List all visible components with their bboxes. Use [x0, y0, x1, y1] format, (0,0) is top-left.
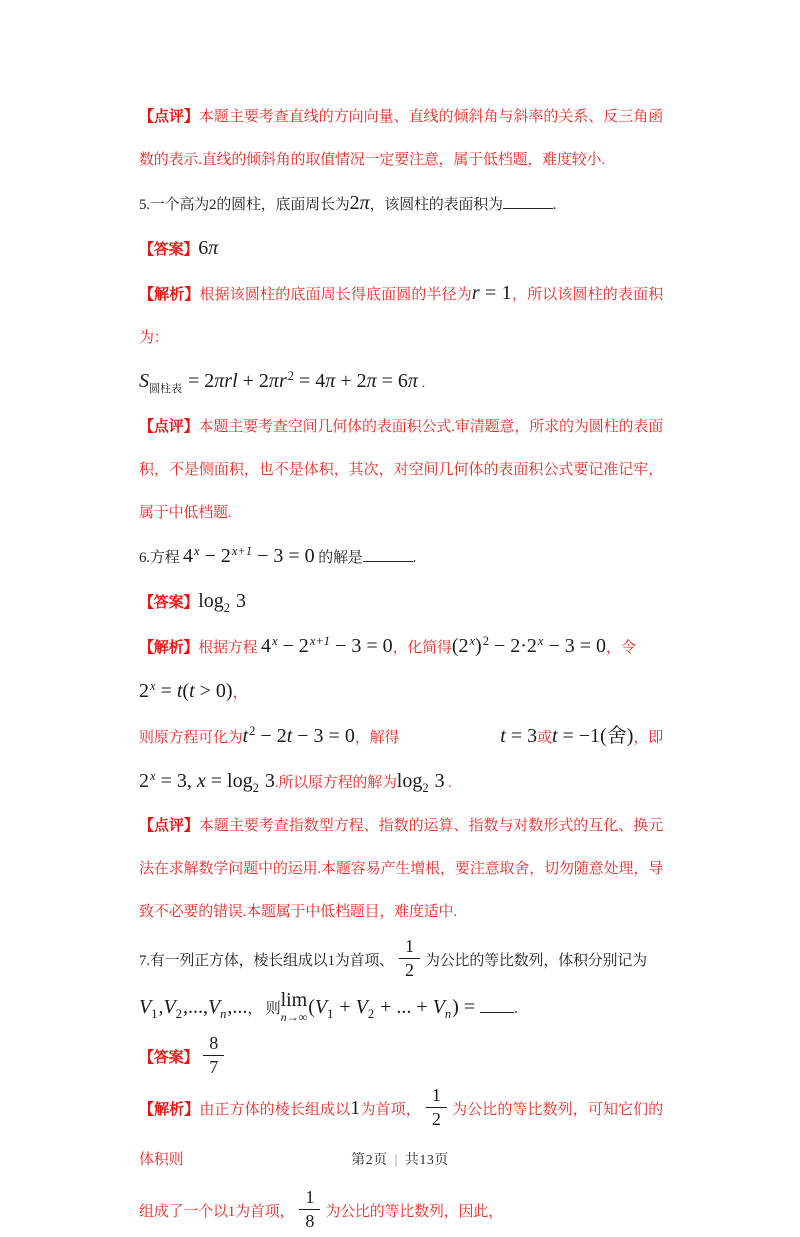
math-text: 3 [259, 770, 275, 792]
limit-subscript: n→∞ [280, 1009, 308, 1024]
math-variable: V [163, 996, 176, 1018]
math-variable: V [314, 996, 328, 1018]
footer-page-number: 第2页 [351, 1153, 388, 1168]
math-text: 6 [198, 237, 209, 259]
question-7 [139, 934, 663, 986]
section-label: 【答案】 [139, 242, 199, 258]
fraction-denominator: 8 [305, 1210, 315, 1231]
subscript: 2 [252, 781, 259, 795]
analysis-5 [139, 272, 663, 360]
math-formula [396, 770, 445, 795]
subscript: 2 [367, 1007, 375, 1021]
superscript: x [194, 544, 200, 558]
math-text: − 3 = 0 [543, 635, 607, 657]
math-formula [500, 715, 537, 758]
math-formula [294, 1186, 325, 1231]
math-formula [280, 988, 481, 1024]
math-text: ,..., [182, 996, 208, 1018]
section-label: 【答案】 [139, 595, 199, 611]
math-text: = 3 [505, 725, 538, 747]
black-text: ， 则 [247, 1001, 281, 1017]
black-text: . [552, 197, 557, 213]
black-text: 6.方程 [139, 550, 184, 566]
math-text: log [198, 590, 224, 612]
math-formula [261, 635, 393, 657]
math-text: (2 [451, 635, 469, 657]
math-text: > 0) [194, 680, 233, 702]
math-text: ,... [227, 996, 248, 1018]
subscript: n [444, 1007, 452, 1021]
math-variable: t [286, 725, 293, 747]
math-variable: x [196, 770, 206, 792]
math-text: 3 [231, 590, 247, 612]
subscript: 1 [327, 1007, 334, 1021]
subscript: n [220, 1007, 227, 1021]
math-variable: V [139, 996, 152, 1018]
analysis-7 [139, 1083, 663, 1185]
math-variable: t [242, 725, 249, 747]
math-variable: π [359, 192, 370, 214]
fraction-numerator: 1 [426, 1084, 447, 1108]
math-formula [394, 935, 425, 980]
answer-7 [139, 1031, 663, 1083]
math-variable: S [139, 370, 149, 392]
fraction-numerator: 8 [203, 1032, 224, 1056]
math-text: , [158, 996, 164, 1018]
fraction-numerator: 1 [399, 935, 420, 959]
math-variable: πr [268, 370, 287, 392]
formula-solution [139, 760, 663, 805]
red-text: 根据该圆柱的底面周长得底面圆的半径为 [199, 287, 472, 303]
superscript: x [150, 769, 156, 783]
math-formula [552, 715, 633, 758]
math-text: ) [475, 635, 482, 657]
math-text: 2 [349, 192, 360, 214]
black-text: 7.有一列正方体，棱长组成以1为首项、 [139, 953, 394, 969]
math-text: = −1(舍) [557, 725, 634, 747]
superscript: 2 [287, 369, 294, 383]
red-text: . [444, 775, 452, 791]
math-variable: t [189, 680, 195, 702]
red-text: ，即 [633, 730, 663, 746]
math-formula [198, 1032, 229, 1077]
limit-operator [281, 990, 308, 1023]
math-text: + [334, 996, 356, 1018]
superscript: x [537, 634, 544, 648]
red-text: 本题主要考查指数型方程、指数的运算、指数与对数形式的互化、换元法在求解数学问题中的运用.本题容易产生增根，要注意取舍，切勿随意处理，导致不必要的错误.本题属于中低档题目，难度适中. [139, 818, 663, 920]
math-text: − 2 [255, 725, 287, 747]
math-text: 2 [139, 680, 149, 702]
math-variable: π [366, 370, 377, 392]
math-variable: V [355, 996, 368, 1018]
math-formula [139, 769, 275, 795]
math-variable: V [432, 996, 445, 1018]
red-text: ，化简得 [392, 640, 452, 656]
math-text: − 3 = 0 [330, 635, 393, 657]
math-formula [421, 1084, 452, 1129]
question-5 [139, 182, 663, 227]
subscript: 1 [151, 1007, 158, 1021]
math-formula [183, 545, 315, 567]
section-label: 【答案】 [139, 1050, 199, 1066]
fraction [426, 1084, 447, 1131]
section-label: 【解析】 [139, 287, 200, 303]
black-text: 为公比的等比数列，体积分别记为 [424, 953, 647, 969]
math-text: 2 [139, 770, 149, 792]
superscript: 2 [482, 634, 489, 648]
superscript: x [271, 634, 278, 648]
math-text: − 3 = 0 [252, 545, 315, 567]
analysis-7-continued [139, 1185, 663, 1237]
math-text: ) = [452, 996, 481, 1018]
math-text: 3 [429, 770, 445, 792]
math-variable: πrl [214, 370, 238, 392]
fraction [203, 1032, 224, 1079]
fraction-numerator: 1 [299, 1186, 320, 1210]
red-text: 则原方程可化为 [139, 730, 243, 746]
answer-5 [139, 227, 663, 272]
math-text: − 3 = 0 [292, 725, 355, 747]
red-text: ， [232, 685, 248, 701]
subscript: 2 [422, 781, 429, 795]
superscript: 2 [249, 724, 256, 738]
answer-6 [139, 580, 663, 625]
fraction [299, 1186, 320, 1233]
black-text: 5.一个高为2的圆柱，底面周长为 [139, 197, 350, 213]
math-text: ( [308, 996, 315, 1018]
formula-surface-area [139, 360, 663, 406]
superscript: x [150, 679, 156, 693]
superscript: x+1 [231, 544, 253, 558]
math-formula [198, 590, 247, 615]
math-formula [139, 996, 248, 1021]
superscript: x+1 [309, 634, 331, 648]
math-text: = log [205, 770, 253, 792]
comment-question5 [139, 406, 663, 535]
subscript: 2 [175, 1007, 182, 1021]
fraction [399, 935, 420, 982]
red-text: 根据方程 [198, 640, 261, 656]
analysis-6 [139, 625, 663, 670]
comment-question4 [139, 96, 663, 182]
math-text: − 2 [277, 635, 309, 657]
section-label: 【解析】 [139, 640, 199, 656]
comment-question6 [139, 805, 663, 934]
superscript: x [469, 634, 476, 648]
math-text: 4 [260, 635, 271, 657]
fraction-denominator: 2 [431, 1108, 441, 1129]
red-text: 组成了一个以1为首项， [139, 1204, 295, 1220]
math-text: log [396, 770, 423, 792]
fraction-denominator: 7 [209, 1056, 219, 1077]
math-formula [198, 237, 218, 259]
red-text: 本题主要考查空间几何体的表面积公式.审清题意，所求的为圆柱的表面积，不是侧面积，也不是体积，其次，对空间几何体的表面积公式要记准记牢，属于中低档题. [139, 419, 663, 521]
formula-quadratic [139, 715, 663, 760]
black-text: . [514, 1001, 518, 1017]
math-text: = 2 [183, 370, 215, 392]
formula-substitution [139, 670, 663, 715]
red-text: 或 [537, 730, 552, 746]
blank-underline [480, 997, 514, 1013]
red-text: 本题主要考查直线的方向向量、直线的倾斜角与斜率的关系、反三角函数的表示.直线的倾斜角的取值情况一定要注意，属于低档题，难度较小. [139, 109, 663, 168]
math-text: = 3, [155, 770, 197, 792]
blank-underline [363, 546, 413, 562]
math-formula [350, 1097, 360, 1119]
footer-total-pages: 共13页 [404, 1153, 449, 1168]
fraction-denominator: 2 [404, 959, 414, 980]
math-text: = 1 [479, 282, 512, 304]
math-text: 1 [350, 1097, 361, 1119]
page-footer [0, 1149, 800, 1169]
section-label: 【点评】 [139, 818, 199, 834]
red-text: 为公比的等比数列，因此， [325, 1204, 503, 1220]
math-variable: t [176, 680, 183, 702]
math-text: + 2 [237, 370, 269, 392]
section-label: 【解析】 [139, 1102, 200, 1118]
math-text: + ... + [375, 996, 433, 1018]
math-variable: V [207, 996, 221, 1018]
black-text: 的解是 [314, 550, 363, 566]
section-label: 【点评】 [139, 419, 199, 435]
section-label: 【点评】 [139, 109, 199, 125]
math-text: − 2·2 [488, 635, 537, 657]
question-7-continued [139, 986, 663, 1031]
red-text: ，令 [606, 640, 636, 656]
math-variable: π [407, 370, 418, 392]
footer-separator: | [394, 1153, 398, 1168]
math-formula [452, 635, 606, 657]
math-formula [350, 192, 370, 214]
subscript: 2 [223, 601, 231, 615]
math-variable: r [471, 282, 480, 304]
blank-underline [503, 193, 553, 209]
black-text: . [412, 550, 417, 566]
math-text: 4 [183, 545, 194, 567]
math-text: = 4 [293, 370, 326, 392]
limit-word: lim [280, 988, 308, 1011]
red-text: 由正方体的棱长组成以 [199, 1102, 351, 1118]
math-text: − 2 [199, 545, 231, 567]
math-formula [243, 715, 355, 760]
math-text: = 6 [376, 370, 408, 392]
math-formula [139, 680, 233, 702]
subscript: 圆柱表 [149, 383, 182, 395]
red-text: ，所以该圆柱的表面积为： [139, 287, 663, 346]
math-variable: t [500, 725, 506, 747]
math-variable: t [551, 725, 558, 747]
math-text: ( [182, 680, 190, 702]
red-text: . [417, 375, 426, 391]
black-text: ，该圆柱的表面积为 [369, 197, 503, 213]
red-text: 为首项， [360, 1102, 421, 1118]
math-text: + 2 [335, 370, 367, 392]
question-6 [139, 535, 663, 580]
red-text: 为公比的等比数列，可知它们的体积则 [139, 1102, 663, 1168]
math-text: = [155, 680, 177, 702]
math-formula [139, 369, 418, 395]
red-text: .所以原方程的解为 [274, 775, 397, 791]
math-variable: π [208, 237, 219, 259]
math-formula [472, 282, 512, 304]
math-variable: π [325, 370, 336, 392]
document-body [139, 96, 663, 1237]
red-text: ，解得 [354, 730, 400, 746]
